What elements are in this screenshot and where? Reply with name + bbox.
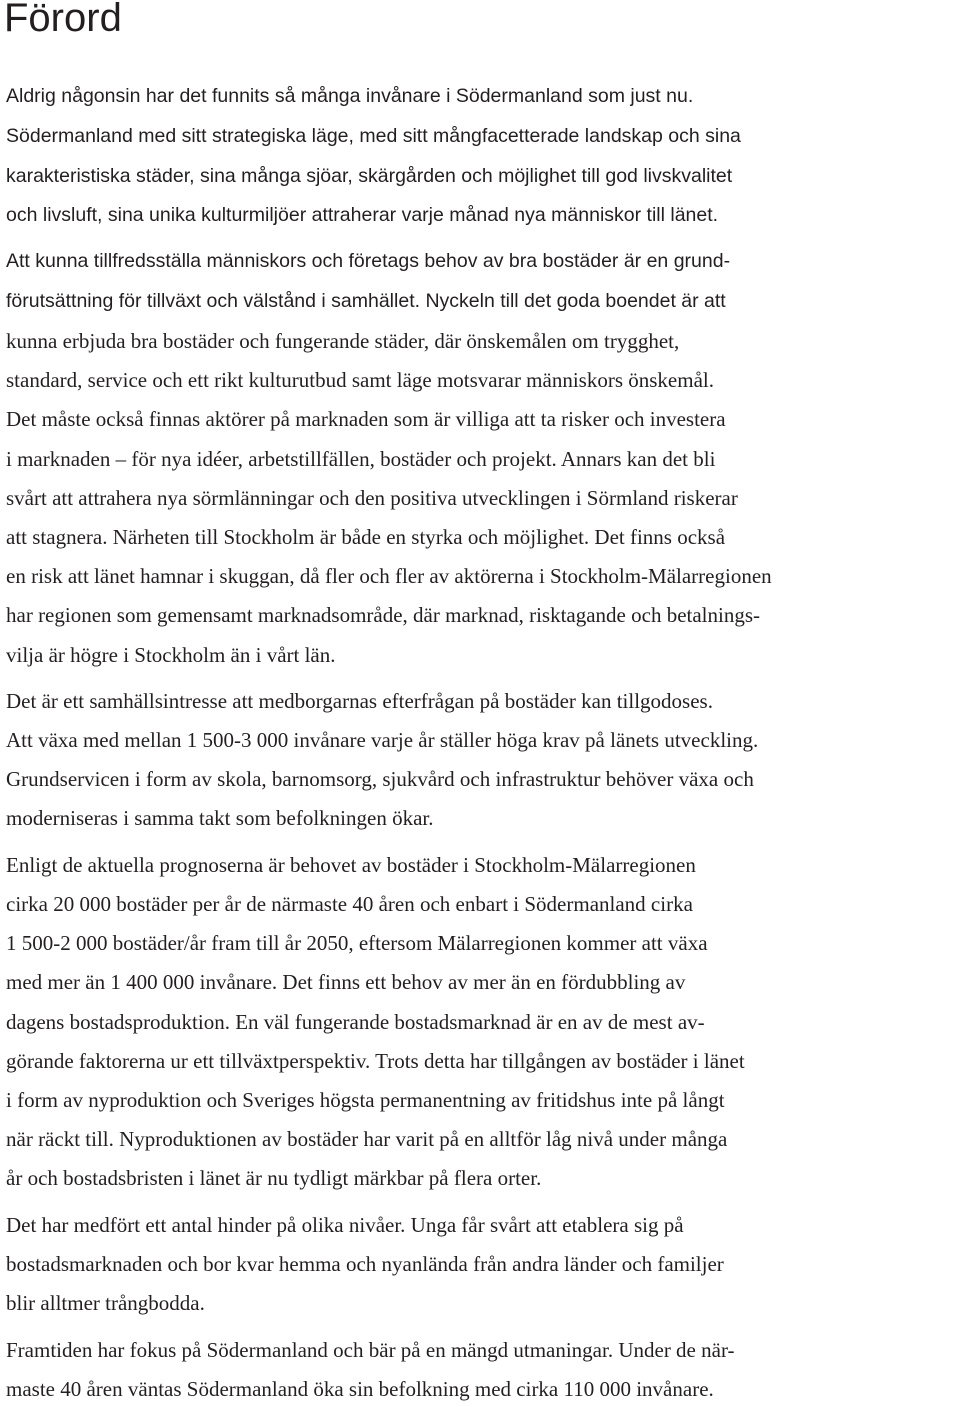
text-line: Det är ett samhällsintresse att medborgarnas efterfrågan på bostäder kan tillgodoses. (6, 689, 713, 713)
text-line: att stagnera. Närheten till Stockholm är både en styrka och möjlighet. Det finns också (6, 525, 726, 549)
text-line: blir alltmer trångbodda. (6, 1291, 205, 1315)
text-line: Södermanland med sitt strategiska läge, med sitt mångfacetterade landskap och sina (6, 125, 741, 147)
text-line: med mer än 1 400 000 invånare. Det finns ett behov av mer än en fördubbling av (6, 970, 686, 994)
text-line: Enligt de aktuella prognoserna är behovet av bostäder i Stockholm-Mälarregionen (6, 853, 696, 877)
page-title: Förord (4, 0, 122, 40)
text-line: när räckt till. Nyproduktionen av bostäder har varit på en alltför låg nivå under många (6, 1127, 728, 1151)
text-line: en risk att länet hamnar i skuggan, då fler och fler av aktörerna i Stockholm-Mälarregionen (6, 564, 772, 588)
text-line: vilja är högre i Stockholm än i vårt län. (6, 643, 336, 667)
text-line: Aldrig någonsin har det funnits så många invånare i Södermanland som just nu. (6, 85, 694, 107)
text-line: moderniseras i samma takt som befolkningen ökar. (6, 806, 434, 830)
text-line: maste 40 åren väntas Södermanland öka sin befolkning med cirka 110 000 invånare. (6, 1377, 714, 1401)
text-line: görande faktorerna ur ett tillväxtperspektiv. Trots detta har tillgången av bostäder i länet (6, 1049, 745, 1073)
text-line: karakteristiska städer, sina många sjöar, skärgården och möjlighet till god livskvalitet (6, 165, 733, 187)
text-line: och livsluft, sina unika kulturmiljöer attraherar varje månad nya människor till länet. (6, 204, 719, 226)
text-line: har regionen som gemensamt marknadsområde, där marknad, risktagande och betalnings- (6, 603, 761, 627)
text-line: i marknaden – för nya idéer, arbetstillfällen, bostäder och projekt. Annars kan det bli (6, 447, 716, 471)
text-line: Framtiden har fokus på Södermanland och bär på en mängd utmaningar. Under de när- (6, 1338, 735, 1362)
text-line: Att växa med mellan 1 500-3 000 invånare varje år ställer höga krav på länets utveckling. (6, 728, 759, 752)
text-line: förutsättning för tillväxt och välstånd i samhället. Nyckeln till det goda boendet är att (6, 290, 726, 312)
text-line: dagens bostadsproduktion. En väl fungerande bostadsmarknad är en av de mest av- (6, 1010, 705, 1034)
text-line: Grundservicen i form av skola, barnomsorg, sjukvård och infrastruktur behöver växa och (6, 767, 754, 791)
text-line: år och bostadsbristen i länet är nu tydligt märkbar på flera orter. (6, 1166, 542, 1190)
text-line: cirka 20 000 bostäder per år de närmaste 40 åren och enbart i Södermanland cirka (6, 892, 693, 916)
text-line: Det måste också finnas aktörer på marknaden som är villiga att ta risker och investera (6, 407, 726, 431)
text-line: Att kunna tillfredsställa människors och företags behov av bra bostäder är en grund- (6, 250, 731, 272)
text-line: kunna erbjuda bra bostäder och fungerande städer, där önskemålen om trygghet, (6, 329, 680, 353)
text-line: svårt att attrahera nya sörmlänningar och den positiva utvecklingen i Sörmland riskerar (6, 486, 738, 510)
text-line: bostadsmarknaden och bor kvar hemma och nyanlända från andra länder och familjer (6, 1252, 724, 1276)
text-line: 1 500-2 000 bostäder/år fram till år 2050, eftersom Mälarregionen kommer att växa (6, 931, 708, 955)
text-line: i form av nyproduktion och Sveriges högsta permanentning av fritidshus inte på långt (6, 1088, 725, 1112)
text-line: Det har medfört ett antal hinder på olika nivåer. Unga får svårt att etablera sig på (6, 1213, 684, 1237)
text-line: standard, service och ett rikt kulturutbud samt läge motsvarar människors önskemål. (6, 368, 714, 392)
